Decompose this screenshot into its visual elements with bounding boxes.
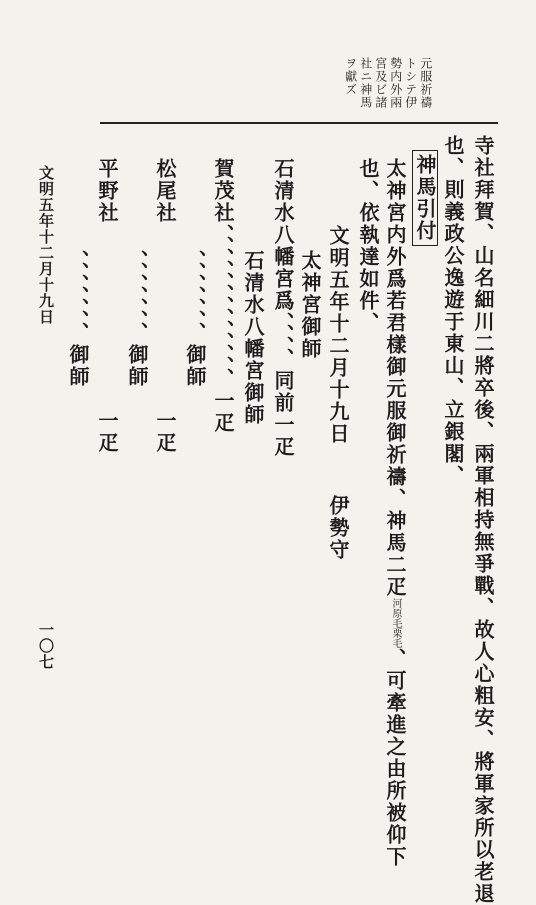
list-item-amount: 一疋 bbox=[153, 410, 177, 454]
horse-note-left: 栗毛 bbox=[390, 628, 401, 648]
date-line: 文明五年十二月十九日 bbox=[326, 225, 350, 445]
list-item-name: 平野社 bbox=[95, 158, 119, 224]
horse-note-right: 河原毛 bbox=[390, 598, 401, 628]
text-column: 寺社拜賀、山名細川二將卒後、兩軍相持無爭戰、故人心粗安、將軍家所以老退 bbox=[471, 135, 495, 905]
horse-note bbox=[390, 598, 401, 648]
order-text: 太神宮内外爲若君樣御元服御祈禱、神馬二疋 bbox=[383, 158, 407, 598]
text-column: 也、則義政公逸遊于東山、立銀閣、 bbox=[441, 135, 465, 487]
text-column: 也、依執達如件、 bbox=[356, 158, 380, 334]
list-item-sub: 、、、、、、、御師 bbox=[125, 250, 149, 388]
order-text-tail: 、可牽進之由所被仰下 bbox=[383, 648, 407, 868]
list-item-amount: 一疋 bbox=[95, 410, 119, 454]
signer: 伊勢守 bbox=[326, 495, 350, 561]
addressee: 太神宮御師 bbox=[298, 250, 322, 360]
list-item-name: 賀茂社、、、、、、、、、、、、、一疋 bbox=[211, 158, 235, 434]
section-heading: 神馬引付 bbox=[412, 150, 438, 246]
margin-note-line: トシテ伊 bbox=[403, 57, 418, 109]
page-number: 一〇七 bbox=[37, 622, 55, 670]
margin-note-line: ヲ獻ズ bbox=[343, 57, 358, 96]
list-item-name: 松尾社 bbox=[153, 158, 177, 224]
order-column bbox=[385, 158, 405, 868]
running-head: 文明五年十二月十九日 bbox=[37, 165, 55, 325]
list-item-name: 石清水八幡宮爲、、、、同前一疋 bbox=[271, 158, 295, 458]
margin-note-line: 勢内外兩 bbox=[388, 57, 403, 109]
header-rule bbox=[100, 122, 498, 124]
margin-note-line: 社ニ神馬 bbox=[358, 57, 373, 109]
list-item-sub: 、、、、、、、御師 bbox=[183, 250, 207, 388]
list-item-sub: 、、、、、、、御師 bbox=[66, 250, 90, 388]
margin-note-line: 宮及ビ諸 bbox=[373, 57, 388, 109]
margin-note-line: 元服祈禱 bbox=[418, 57, 433, 109]
list-item-sub: 石清水八幡宮御師 bbox=[241, 250, 265, 426]
